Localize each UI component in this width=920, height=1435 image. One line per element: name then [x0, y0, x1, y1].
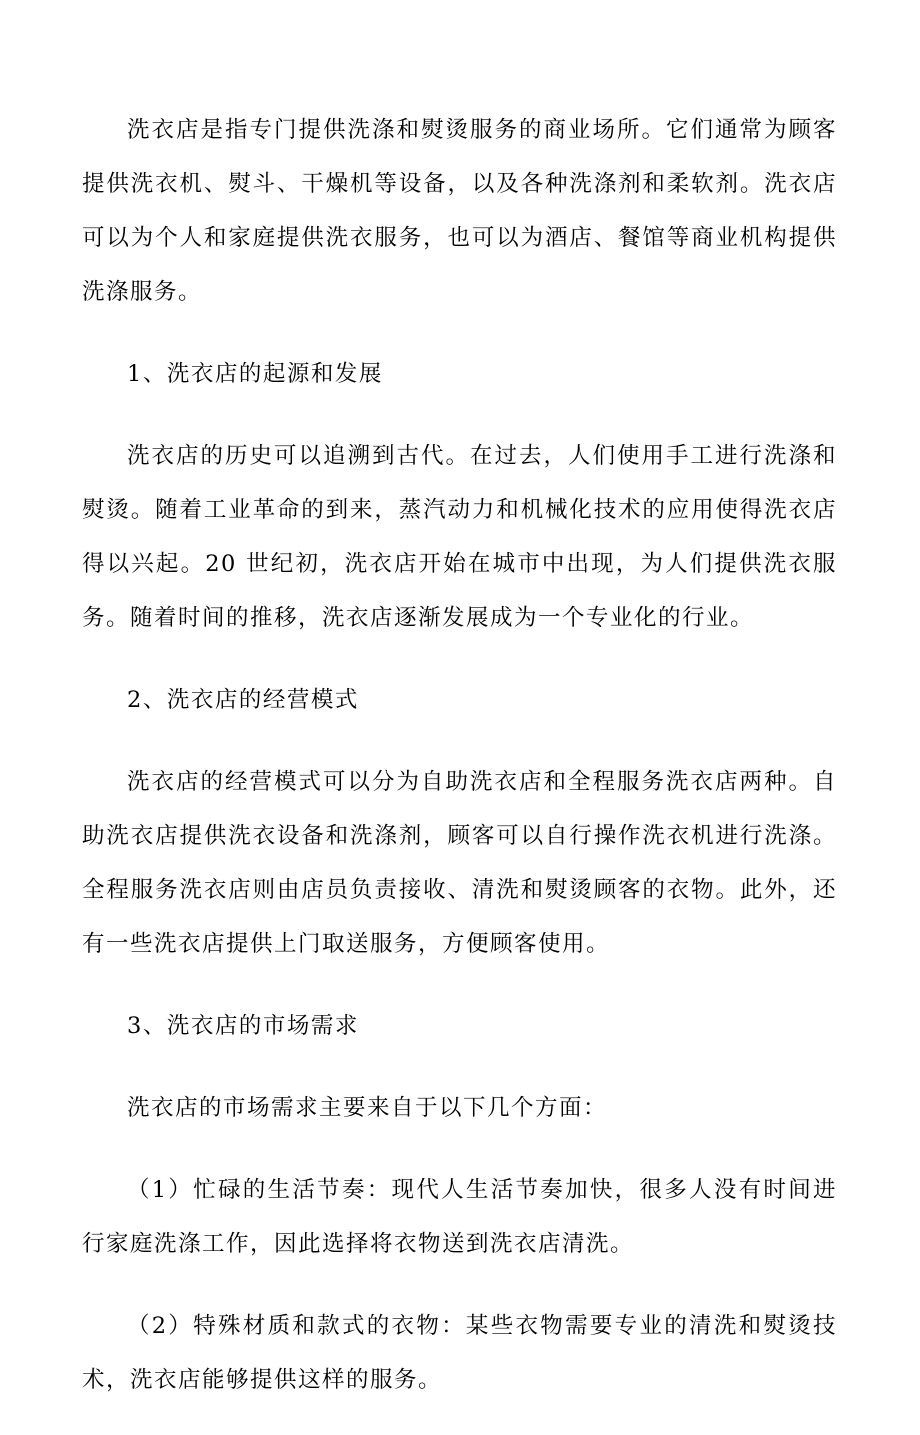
section-heading-origin: 1、洗衣店的起源和发展 — [127, 361, 383, 387]
market-demand-item-1: （1）忙碌的生活节奏：现代人生活节奏加快，很多人没有时间进行家庭洗涤工作，因此选择将衣物送到洗衣店清洗。 — [82, 1177, 837, 1257]
section-heading-business-model: 2、洗衣店的经营模式 — [127, 687, 359, 713]
intro-paragraph: 洗衣店是指专门提供洗涤和熨烫服务的商业场所。它们通常为顾客提供洗衣机、熨斗、干燥机等设备，以及各种洗涤剂和柔软剂。洗衣店可以为个人和家庭提供洗衣服务，也可以为酒店、餐馆等商业机构提供洗涤服务。 — [82, 117, 837, 305]
section-heading-market-demand: 3、洗衣店的市场需求 — [127, 1013, 359, 1039]
market-demand-item-2: （2）特殊材质和款式的衣物：某些衣物需要专业的清洗和熨烫技术，洗衣店能够提供这样的服务。 — [82, 1313, 837, 1393]
document-body — [82, 103, 837, 1435]
business-model-paragraph: 洗衣店的经营模式可以分为自助洗衣店和全程服务洗衣店两种。自助洗衣店提供洗衣设备和洗涤剂，顾客可以自行操作洗衣机进行洗涤。全程服务洗衣店则由店员负责接收、清洗和熨烫顾客的衣物。此外，还有一些洗衣店提供上门取送服务，方便顾客使用。 — [82, 769, 837, 957]
origin-paragraph: 洗衣店的历史可以追溯到古代。在过去，人们使用手工进行洗涤和熨烫。随着工业革命的到来，蒸汽动力和机械化技术的应用使得洗衣店得以兴起。20 世纪初，洗衣店开始在城市中出现，为人们提供洗衣服务。随着时间的推移，洗衣店逐渐发展成为一个专业化的行业。 — [82, 443, 837, 631]
market-demand-intro: 洗衣店的市场需求主要来自于以下几个方面： — [127, 1095, 608, 1121]
